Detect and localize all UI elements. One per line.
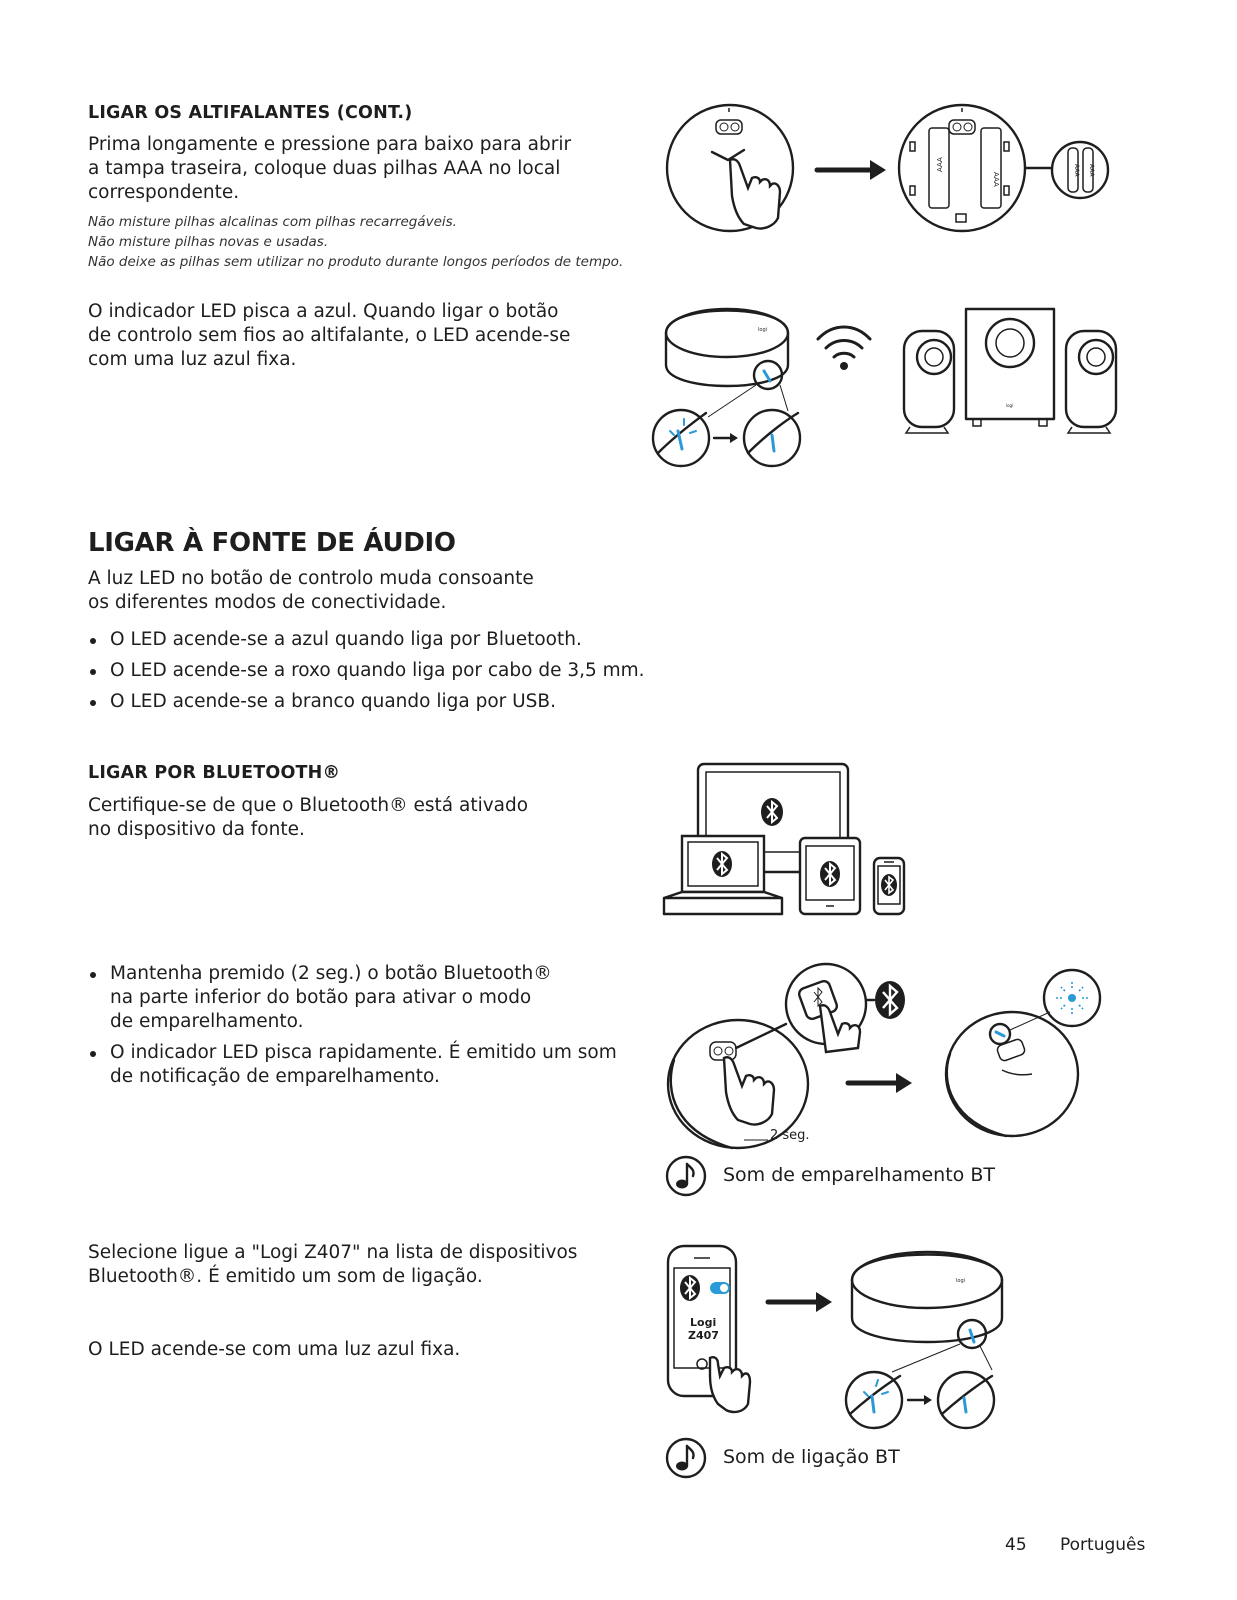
connect-sound-caption: Som de ligação BT bbox=[723, 1446, 900, 1468]
svg-text:logi: logi bbox=[1006, 403, 1014, 408]
device-name-line2: Z407 bbox=[688, 1329, 719, 1342]
bluetooth-icon bbox=[881, 874, 897, 896]
battery-warning: Não misture pilhas alcalinas com pilhas recarregáveis. bbox=[88, 214, 457, 230]
footer-language: Português bbox=[1060, 1535, 1146, 1555]
led-wireless-connection-illustration bbox=[648, 293, 1128, 473]
list-item: O LED acende-se a azul quando liga por Bluetooth. bbox=[88, 628, 648, 652]
battery-instructions: Prima longamente e pressione para baixo para abrir a tampa traseira, coloque duas pilhas AAA no local correspondente. bbox=[88, 134, 572, 203]
select-device-instruction: Selecione ligue a "Logi Z407" na lista de dispositivos Bluetooth®. É emitido um som de ligação. bbox=[88, 1242, 578, 1287]
bluetooth-pairing-illustration bbox=[660, 962, 1120, 1152]
bluetooth-devices-illustration bbox=[660, 762, 920, 922]
led-solid-instruction: O LED acende-se com uma luz azul fixa. bbox=[88, 1339, 461, 1360]
list-item: Mantenha premido (2 seg.) o botão Bluetooth® na parte inferior do botão para ativar o modo de emparelhamento. bbox=[88, 962, 648, 1034]
music-note-icon bbox=[665, 1154, 709, 1198]
pairing-steps bbox=[88, 962, 648, 1096]
bluetooth-icon bbox=[820, 861, 840, 887]
seconds-label: 2 seg. bbox=[770, 1128, 810, 1143]
bluetooth-icon bbox=[761, 798, 783, 826]
section-heading-audio-source: LIGAR À FONTE DE ÁUDIO bbox=[88, 528, 456, 558]
battery-label: AAA bbox=[936, 157, 944, 172]
led-mode-list bbox=[88, 628, 648, 721]
battery-warning: Não deixe as pilhas sem utilizar no produto durante longos períodos de tempo. bbox=[88, 254, 624, 270]
battery-label: AAA bbox=[992, 172, 1000, 187]
battery-label: AAA bbox=[1073, 164, 1080, 177]
list-item: O LED acende-se a roxo quando liga por cabo de 3,5 mm. bbox=[88, 659, 648, 683]
page-number: 45 bbox=[1005, 1535, 1027, 1555]
battery-cover-illustration bbox=[660, 100, 1120, 240]
battery-label: AAA bbox=[1088, 164, 1095, 177]
pairing-sound-caption: Som de emparelhamento BT bbox=[723, 1164, 995, 1186]
list-item: O indicador LED pisca rapidamente. É emitido um som de notificação de emparelhamento. bbox=[88, 1041, 648, 1089]
bluetooth-connect-illustration bbox=[660, 1240, 1020, 1440]
led-blink-description: O indicador LED pisca a azul. Quando ligar o botão de controlo sem fios ao altifalante, o LED acende-se com uma luz azul fixa. bbox=[88, 301, 571, 370]
list-item: O LED acende-se a branco quando liga por USB. bbox=[88, 690, 648, 714]
battery-warnings bbox=[88, 212, 623, 272]
bluetooth-icon bbox=[712, 851, 732, 877]
bluetooth-icon bbox=[875, 981, 905, 1019]
bluetooth-icon bbox=[680, 1275, 700, 1301]
section-heading-bluetooth: LIGAR POR BLUETOOTH® bbox=[88, 763, 341, 783]
bluetooth-enable-instruction: Certifique-se de que o Bluetooth® está ativado no dispositivo da fonte. bbox=[88, 795, 529, 840]
battery-warning: Não misture pilhas novas e usadas. bbox=[88, 234, 329, 250]
led-modes-intro: A luz LED no botão de controlo muda consoante os diferentes modos de conectividade. bbox=[88, 568, 534, 613]
svg-text:logi: logi bbox=[956, 1278, 966, 1284]
device-name-line1: Logi bbox=[690, 1316, 717, 1329]
music-note-icon bbox=[665, 1436, 709, 1480]
svg-text:logi: logi bbox=[758, 327, 768, 333]
section-heading-speakers-cont: LIGAR OS ALTIFALANTES (CONT.) bbox=[88, 103, 413, 123]
